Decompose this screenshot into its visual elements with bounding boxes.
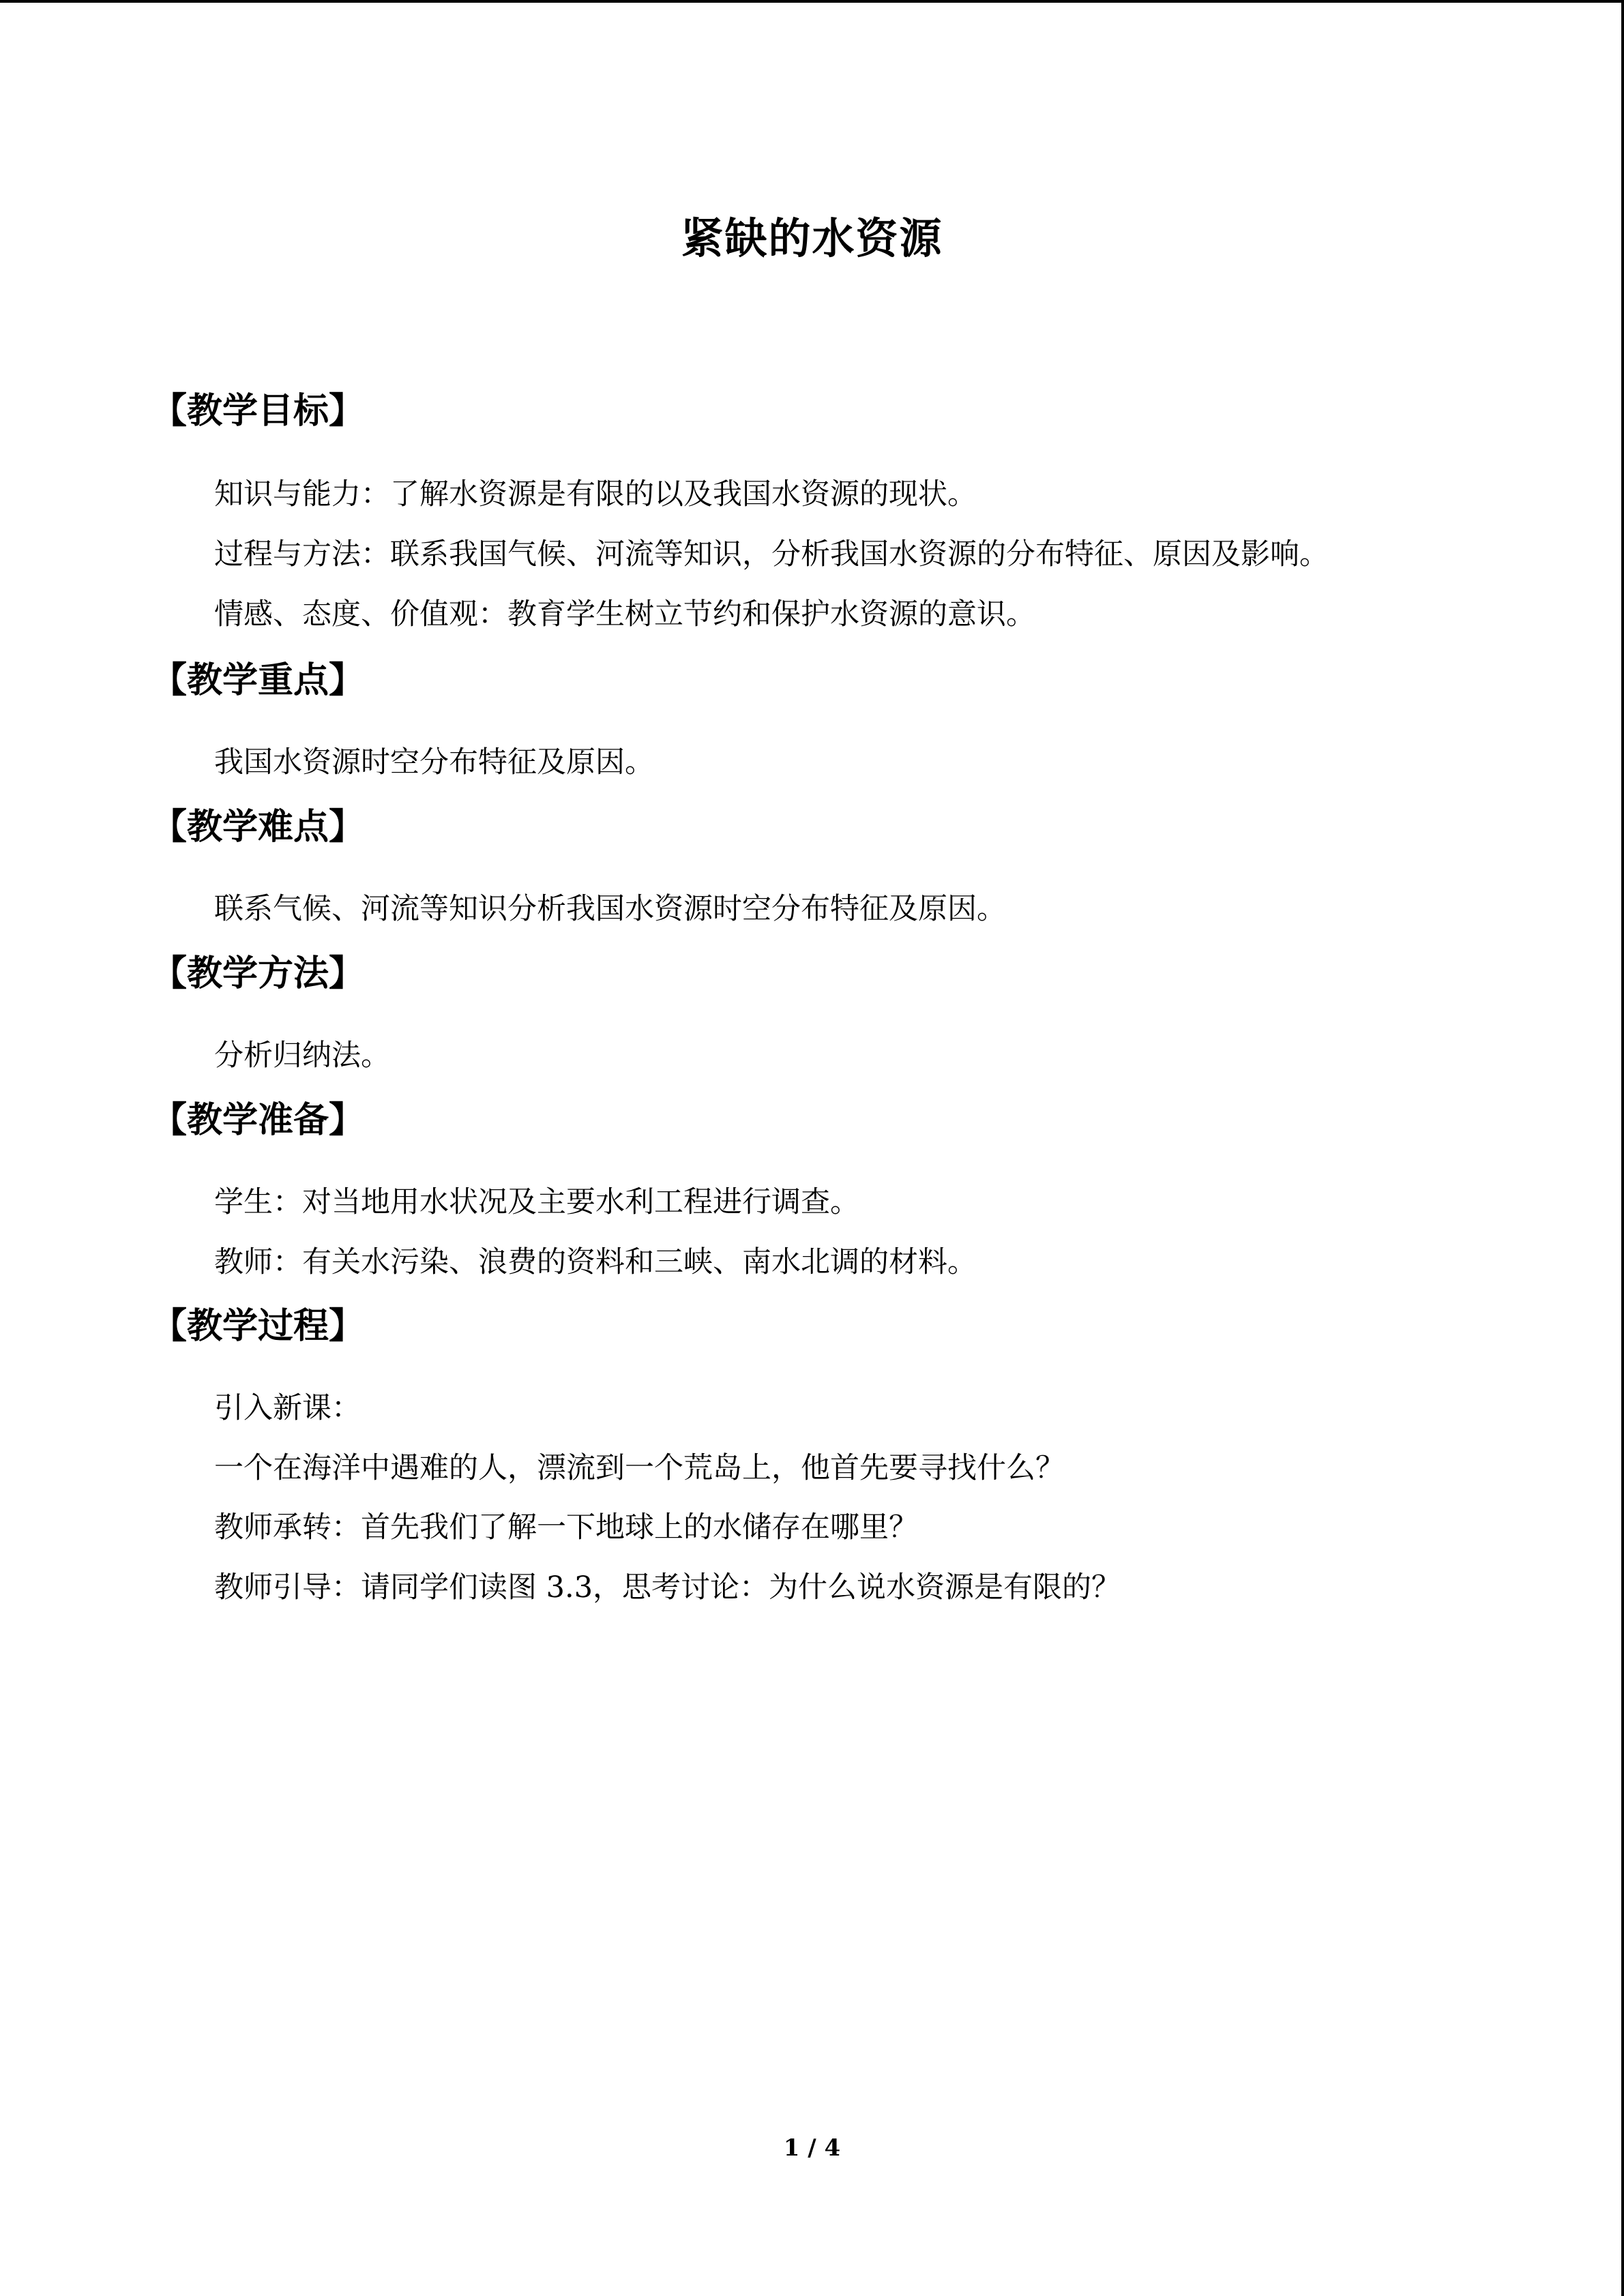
- paragraph: 分析归纳法。: [214, 1039, 390, 1073]
- paragraph: 知识与能力：了解水资源是有限的以及我国水资源的现状。: [214, 477, 977, 511]
- paragraph: 学生：对当地用水状况及主要水利工程进行调查。: [214, 1185, 859, 1219]
- paragraph: 教师：有关水污染、浪费的资料和三峡、南水北调的材料。: [214, 1245, 977, 1279]
- paragraph: 引入新课：: [214, 1391, 361, 1425]
- section-heading-preparation: 【教学准备】: [151, 1100, 365, 1141]
- page-number: 1 / 4: [783, 2134, 841, 2162]
- paragraph: 教师承转：首先我们了解一下地球上的水储存在哪里？: [214, 1510, 918, 1545]
- paragraph: 情感、态度、价值观：教育学生树立节约和保护水资源的意识。: [214, 597, 1035, 631]
- section-heading-methods: 【教学方法】: [151, 953, 365, 994]
- paragraph: 一个在海洋中遇难的人，漂流到一个荒岛上，他首先要寻找什么？: [214, 1451, 1065, 1485]
- paragraph: 我国水资源时空分布特征及原因。: [214, 745, 654, 779]
- section-heading-key-points: 【教学重点】: [151, 660, 365, 701]
- document-title: 紧缺的水资源: [681, 213, 943, 263]
- section-heading-objectives: 【教学目标】: [151, 391, 365, 432]
- paragraph: 教师引导：请同学们读图 3.3，思考讨论：为什么说水资源是有限的？: [214, 1570, 1121, 1605]
- paragraph: 过程与方法：联系我国气候、河流等知识，分析我国水资源的分布特征、原因及影响。: [214, 537, 1329, 571]
- page-top-border: [0, 0, 1624, 3]
- page-right-border: [1621, 0, 1624, 2296]
- paragraph: 联系气候、河流等知识分析我国水资源时空分布特征及原因。: [214, 892, 1006, 926]
- section-heading-process: 【教学过程】: [151, 1306, 365, 1347]
- section-heading-difficulties: 【教学难点】: [151, 807, 365, 848]
